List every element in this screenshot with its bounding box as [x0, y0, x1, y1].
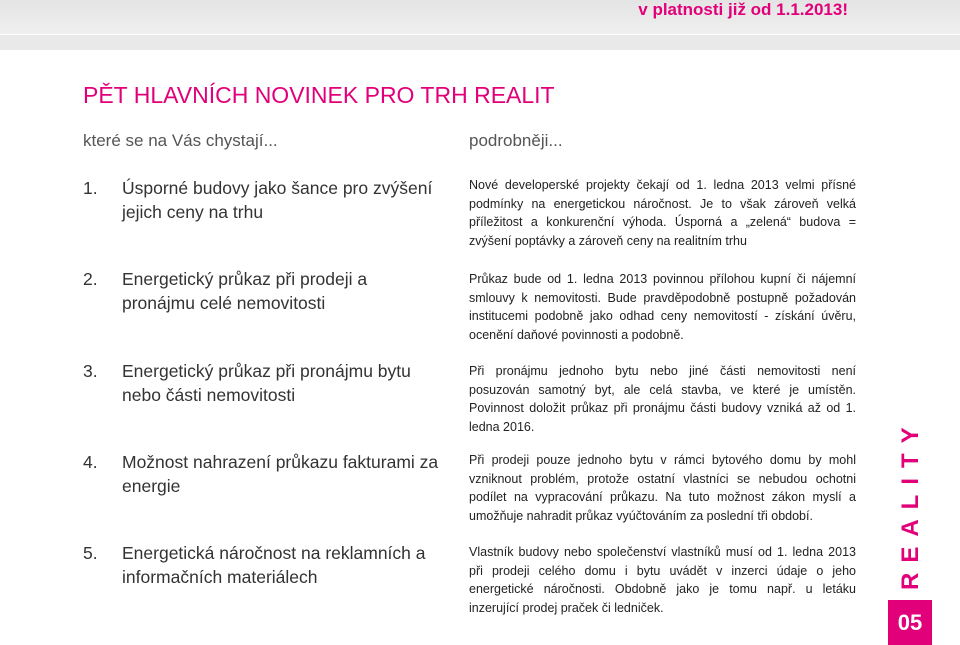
top-banner	[0, 0, 960, 34]
item-5-title: Energetická náročnost na reklamních a informačních materiálech	[122, 543, 426, 587]
subtitle-intro: které se na Vás chystají...	[83, 131, 278, 150]
validity-notice: v platnosti již od 1.1.2013!	[638, 0, 848, 19]
item-5-number: 5.	[83, 543, 98, 563]
item-1-number: 1.	[83, 178, 98, 198]
item-1-description: Nové developerské projekty čekají od 1. ledna 2013 velmi přísné podmínky na energetickou náročnost. Je to však zároveň velká příležitost a konkurenční výhoda. Úsporná a „zelená“ budova = zvýšení poptávky a zároveň ceny na realitním trhu	[469, 178, 856, 248]
item-1-title: Úsporné budovy jako šance pro zvýšení jejich ceny na trhu	[122, 178, 433, 222]
item-5-description: Vlastník budovy nebo společenství vlastníků musí od 1. ledna 2013 při prodeji celého domu i bytu uvádět v inzerci údaje o jeho energetické náročnosti. Obdobně jako je tomu např. u letáku inzerující prodej praček či ledniček.	[469, 545, 856, 615]
item-3-number: 3.	[83, 361, 98, 381]
item-4-title: Možnost nahrazení průkazu fakturami za energie	[122, 452, 439, 496]
item-3-description: Při pronájmu jednoho bytu nebo jiné části nemovitosti není posuzován samotný byt, ale celá stavba, ve které je umístěn. Povinnost doložit průkaz při pronájmu části budovy vzniká až od 1. ledna 2016.	[469, 364, 856, 434]
header-divider-bar	[0, 35, 960, 50]
page-number: 05	[897, 609, 923, 635]
item-2-number: 2.	[83, 269, 98, 289]
item-4-number: 4.	[83, 452, 98, 472]
item-3-title: Energetický průkaz při pronájmu bytu nebo části nemovitosti	[122, 361, 411, 405]
item-2-description: Průkaz bude od 1. ledna 2013 povinnou přílohou kupní či nájemní smlouvy k nemovitosti. Bude pravděpodobně postupně požadován institucemi podobně jako odhad ceny nemovitostí - získání úvěru, ocenění daňové povinnosti a podobně.	[469, 272, 856, 342]
subtitle-details-link: podrobněji...	[469, 131, 563, 150]
item-4-description: Při prodeji pouze jednoho bytu v rámci bytového domu by mohl vzniknout problém, protože ostatní vlastníci se nebudou ochotni podílet na vypracování průkazu. Na tuto možnost zákon myslí a umožňuje nahradit průkaz vyúčtováním za poslední tři období.	[469, 453, 856, 523]
page-number-badge	[888, 600, 932, 645]
reality-vertical-label: REALITY	[897, 417, 924, 590]
page-title: PĚT HLAVNÍCH NOVINEK PRO TRH REALIT	[83, 82, 555, 108]
item-2-title: Energetický průkaz při prodeji a pronájmu celé nemovitosti	[122, 269, 368, 313]
